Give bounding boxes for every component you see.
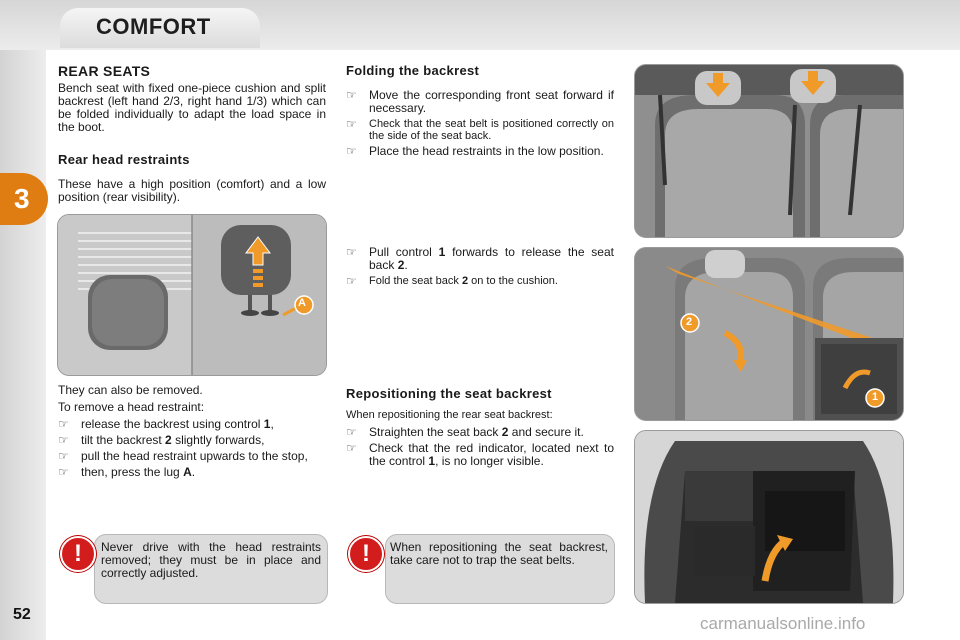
removed-text: They can also be removed. [58, 383, 203, 397]
photo-fold-backrest [634, 247, 904, 421]
list-item: ☞ Move the corresponding front seat forward if necessary. [346, 88, 614, 115]
hand-pointer-icon: ☞ [346, 88, 357, 102]
warning-exclamation-icon: ! [348, 536, 384, 572]
repos-steps-list [346, 426, 614, 471]
fold-steps-list [346, 89, 614, 161]
list-item: ☞ Check that the red indicator, located next to the control 1, is no longer visible. [346, 441, 614, 468]
hand-pointer-icon: ☞ [346, 425, 357, 439]
list-item: ☞ pull the head restraint upwards to the stop, [58, 449, 308, 463]
hand-pointer-icon: ☞ [58, 433, 69, 447]
list-item: ☞ Fold the seat back 2 on to the cushion. [346, 274, 558, 288]
repos-intro: When repositioning the rear seat backrest: [346, 409, 553, 421]
label-1: 1 [872, 391, 879, 403]
remove-steps-list [58, 418, 326, 482]
rear-seats-intro: Bench seat with fixed one-piece cushion and split backrest (left hand 2/3, right hand 1/3) which can be folded individually to adapt the load space in the boot. [58, 81, 326, 134]
section-heading-rear-seats: REAR SEATS [58, 63, 151, 79]
hand-pointer-icon: ☞ [346, 144, 357, 158]
photo-boot-folded-seat [634, 430, 904, 604]
label-a: A [298, 297, 306, 309]
warning-text-seat-belts: When repositioning the seat backrest, take care not to trap the seat belts. [390, 540, 608, 567]
label-2: 2 [686, 316, 693, 328]
list-item: ☞ then, press the lug A. [58, 465, 196, 479]
chapter-number: 3 [14, 183, 30, 214]
page-number: 52 [13, 606, 31, 623]
pull-steps-list [346, 246, 614, 290]
list-item: ☞ Place the head restraints in the low position. [346, 144, 604, 158]
page-title: COMFORT [96, 14, 211, 39]
list-item: ☞ Straighten the seat back 2 and secure it. [346, 425, 584, 439]
headrest-illustration [57, 214, 327, 376]
heading-repositioning-backrest: Repositioning the seat backrest [346, 386, 552, 401]
hand-pointer-icon: ☞ [58, 465, 69, 479]
list-item: ☞ Pull control 1 forwards to release the seat back 2. [346, 245, 614, 272]
remove-intro: To remove a head restraint: [58, 400, 205, 414]
heading-folding-backrest: Folding the backrest [346, 63, 480, 78]
list-item: ☞ release the backrest using control 1, [58, 417, 274, 431]
watermark: carmanualsonline.info [700, 614, 866, 633]
subheading-head-restraints: Rear head restraints [58, 152, 190, 167]
hand-pointer-icon: ☞ [346, 245, 357, 259]
list-item: ☞ tilt the backrest 2 slightly forwards, [58, 433, 265, 447]
hand-pointer-icon: ☞ [58, 449, 69, 463]
restraints-text: These have a high position (comfort) and a low position (rear visibility). [58, 177, 326, 204]
hand-pointer-icon: ☞ [58, 417, 69, 431]
hand-pointer-icon: ☞ [346, 274, 357, 288]
left-margin-strip [0, 50, 46, 640]
hand-pointer-icon: ☞ [346, 441, 357, 455]
warning-exclamation-icon: ! [60, 536, 96, 572]
list-item: ☞ Check that the seat belt is positioned correctly on the side of the seat back. [346, 117, 614, 142]
warning-text-head-restraints: Never drive with the head restraints removed; they must be in place and correctly adjusted. [101, 540, 321, 580]
hand-pointer-icon: ☞ [346, 117, 357, 131]
photo-rear-seats-headrests [634, 64, 904, 238]
